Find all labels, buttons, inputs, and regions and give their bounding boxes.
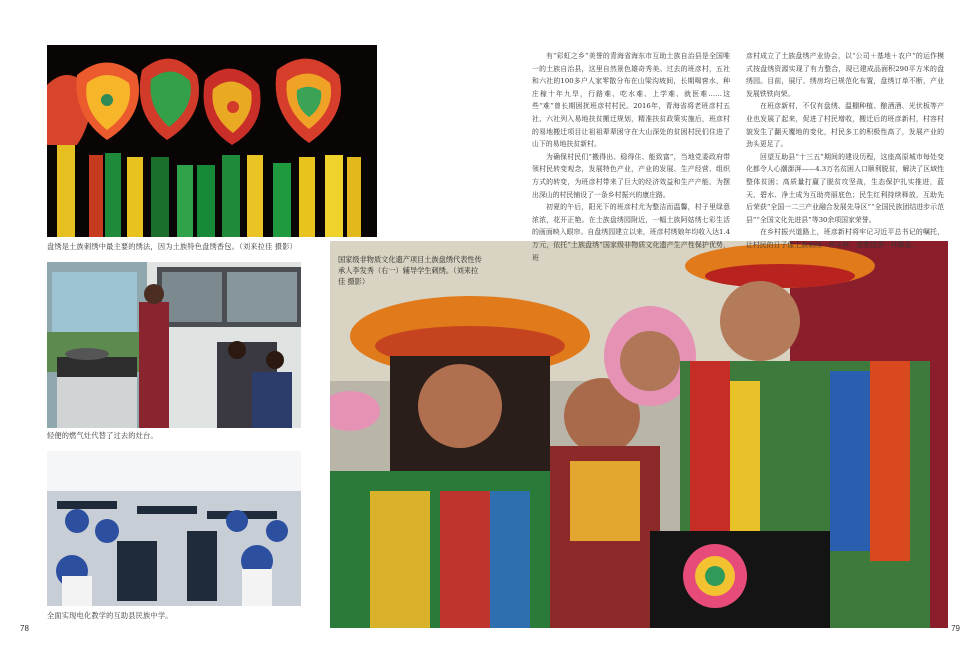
kitchen-photo bbox=[47, 262, 301, 428]
article-paragraph: 彦村成立了土族盘绣产业协会，以“公司＋基地＋农户”的运作模式按盘绣资源实现了有力整合，现已建成品面积290平方米的盘绣园。目前，展厅、绣房均已规范化布置，盘绣订单不断，产业发展铁铁向荣。 bbox=[746, 52, 944, 98]
article-paragraph: 初夏的午后，阳光下的班彦村尤为整洁而温馨，村子里绿意浓浓，花开正艳。在土族盘绣园附近，一幅土族阿姑绣七彩生活的画面映入眼帘。自盘绣园建立以来，班彦村绣娘年均收入达1.4万元，依托“土族盘绣”国家级非物质文化遗产生产性保护优势，班 bbox=[532, 203, 730, 262]
caption-mid-left: 轻便的燃气灶代替了过去的灶台。 bbox=[47, 431, 158, 440]
article-column-2 bbox=[746, 50, 944, 252]
article-paragraph: 在乡村振兴道路上，班彦新村将牢记习近平总书记的嘱托，让村民的日子像土族刺绣一样光鲜、像酩馏酒一样飘香。 bbox=[746, 228, 944, 249]
article-paragraph: 为确保村民们“搬得出、稳得住、能致富”，当地党委政府带领村民转变观念，发展特色产业，产业的发展、生产经营、组织方式的转变，为班彦村带来了巨大的经济效益和生产产能，为摆出深山的村民铺设了一条乡村振兴的康庄路。 bbox=[532, 152, 730, 199]
article-paragraph: 回望互助县“十三五”期间的建设历程，这座高原城市每处变化都令人心潮澎湃——4.3万名贫困人口顺利脱贫，解决了区域性整体贫困；高质量打赢了脱贫攻坚战，生态保护扎实推进，蓝天、碧水、净土成为互助亮丽底色；民生红利持续释放，互助先后荣获“全国一二三产业融合发展先导区”“全国民族团结进步示范县”“全国文化先进县”等30余项国家荣誉。 bbox=[746, 152, 944, 224]
classroom-photo bbox=[47, 451, 301, 606]
article-column-1 bbox=[532, 50, 730, 264]
article-paragraph: 有“彩虹之乡”美誉的青海省海东市互助土族自治县是全国唯一的土族自治县，这里自然景色雄奇秀美。过去的班彦村，五社和六社的100多户人家零散分布在山梁沟坡间，长期喝窖水，种庄稼十年九旱，行路难、吃水难、上学难、就医难……这些“难”曾长期困扰班彦村村民。2016年，青海省将老班彦村五社、六社列入易地扶贫搬迁规划，精准扶贫政策实施后，班彦村的易地搬迁项目让祖祖辈辈困守在大山深处的贫困村民们住进了山下的易地扶贫新村。 bbox=[532, 52, 730, 149]
caption-big-photo: 国家级非物质文化遗产项目土族盘绣代表性传承人李发秀（右一）辅导学生刺绣。（刘来拉佳 摄影） bbox=[338, 255, 482, 286]
caption-top-left: 盘绣是土族刺绣中最主要的绣法，因为土族特色盘绣香包。（刘来拉佳 摄影） bbox=[47, 242, 298, 251]
embroidery-teaching-photo bbox=[330, 241, 948, 628]
caption-bottom-left: 全面实现电化教学的互助县民族中学。 bbox=[47, 611, 173, 620]
embroidered-sachets-photo bbox=[47, 45, 377, 237]
page-number-right: 79 bbox=[951, 624, 960, 633]
article-paragraph: 在班彦新村，不仅有盘绣、温棚种植、酿酒酒、光伏板等产业也发展了起来，促进了村民增收，搬迁后的班彦新村，村容村貌发生了翻天覆地的变化，村民多工的积极性高了，发展产业的劲头更足了。 bbox=[746, 102, 944, 149]
page-number-left: 78 bbox=[20, 624, 29, 633]
